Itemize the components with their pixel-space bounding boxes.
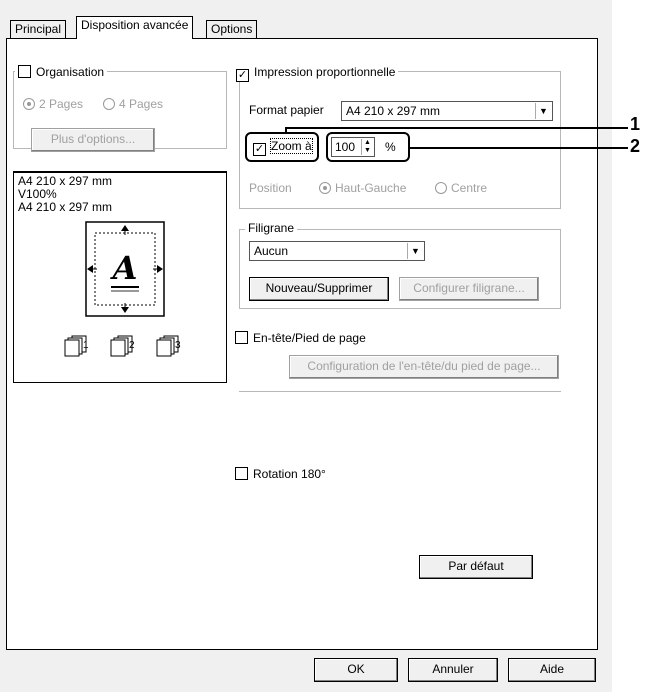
radio-4-pages[interactable] (103, 97, 163, 111)
cancel-button[interactable]: Annuler (408, 658, 498, 682)
rotation-label: Rotation 180° (253, 467, 326, 481)
zoom-value: 100 (335, 140, 356, 154)
rotation-row[interactable] (235, 467, 326, 481)
radio-top-left[interactable] (319, 181, 406, 195)
preview-line-2: V100% (18, 187, 57, 201)
organisation-checkbox[interactable] (18, 65, 31, 78)
radio-center-icon (435, 182, 447, 194)
callout-number-1: 1 (630, 114, 641, 134)
more-options-button[interactable]: Plus d'options... (31, 128, 155, 152)
tab-disposition-avancee[interactable]: Disposition avancée (76, 16, 193, 39)
preview-line-3: A4 210 x 297 mm (18, 200, 113, 214)
rotation-checkbox[interactable] (235, 467, 248, 480)
copy-1-icon (64, 335, 98, 357)
organisation-legend[interactable] (15, 65, 107, 79)
zoom-unit: % (385, 140, 396, 154)
tab-panel (6, 38, 598, 650)
watermark-value: Aucun (254, 244, 289, 258)
header-footer-checkbox[interactable] (235, 331, 248, 344)
ok-button[interactable]: OK (314, 658, 398, 682)
organisation-label: Organisation (36, 65, 105, 79)
configure-watermark-button[interactable]: Configurer filigrane... (399, 277, 539, 301)
zoom-checkbox[interactable]: ✓ (254, 143, 265, 155)
position-label: Position (249, 181, 292, 195)
chevron-down-icon: ▼ (407, 243, 423, 259)
radio-center-label: Centre (451, 181, 488, 195)
paper-format-value: A4 210 x 297 mm (346, 104, 441, 118)
copy-3-icon (156, 335, 190, 357)
radio-2-pages[interactable] (23, 97, 83, 111)
radio-center[interactable] (435, 181, 487, 195)
proportional-checkbox[interactable]: ✓ (237, 69, 248, 81)
radio-top-left-icon (319, 182, 331, 194)
configure-header-footer-button[interactable]: Configuration de l'en-tête/du pied de page... (289, 355, 559, 379)
page-preview-icon (85, 221, 165, 317)
radio-2-pages-label: 2 Pages (39, 97, 84, 111)
new-delete-watermark-button[interactable]: Nouveau/Supprimer (249, 277, 389, 301)
chevron-down-icon: ▼ (535, 103, 551, 119)
callout-line-1-tick (285, 127, 287, 134)
separator (239, 391, 561, 392)
zoom-label: Zoom à (271, 139, 312, 153)
radio-4-pages-label: 4 Pages (119, 97, 164, 111)
callout-box-1 (245, 132, 319, 162)
default-button[interactable]: Par défaut (419, 555, 533, 579)
radio-4-pages-icon (103, 98, 115, 110)
header-footer-label: En-tête/Pied de page (253, 331, 366, 345)
tab-options[interactable]: Options (206, 20, 257, 38)
callout-line-1 (285, 127, 628, 129)
callout-number-2: 2 (630, 136, 641, 156)
collate-copies-icons (64, 335, 194, 359)
paper-format-label: Format papier (249, 103, 324, 117)
tab-principal[interactable]: Principal (10, 20, 66, 38)
proportional-label: Impression proportionnelle (254, 65, 396, 79)
radio-top-left-label: Haut-Gauche (335, 181, 407, 195)
watermark-select[interactable] (249, 241, 425, 261)
preview-line-1: A4 210 x 297 mm (18, 174, 113, 188)
preview-pane (13, 171, 227, 383)
help-button[interactable]: Aide (508, 658, 596, 682)
radio-2-pages-icon (23, 98, 35, 110)
proportional-legend[interactable] (233, 65, 398, 82)
copy-2-number: 2 (129, 340, 135, 351)
callout-box-2 (326, 132, 410, 162)
copy-3-number: 3 (175, 340, 181, 351)
spinner-arrows-icon[interactable]: ▲ ▼ (361, 139, 373, 155)
copy-1-number: 1 (83, 340, 89, 351)
header-footer-row[interactable] (235, 331, 366, 345)
watermark-legend: Filigrane (245, 221, 297, 235)
copy-2-icon (110, 335, 144, 357)
paper-format-select[interactable] (341, 101, 553, 121)
callout-line-2 (410, 147, 628, 149)
preview-letter: A (112, 249, 138, 287)
